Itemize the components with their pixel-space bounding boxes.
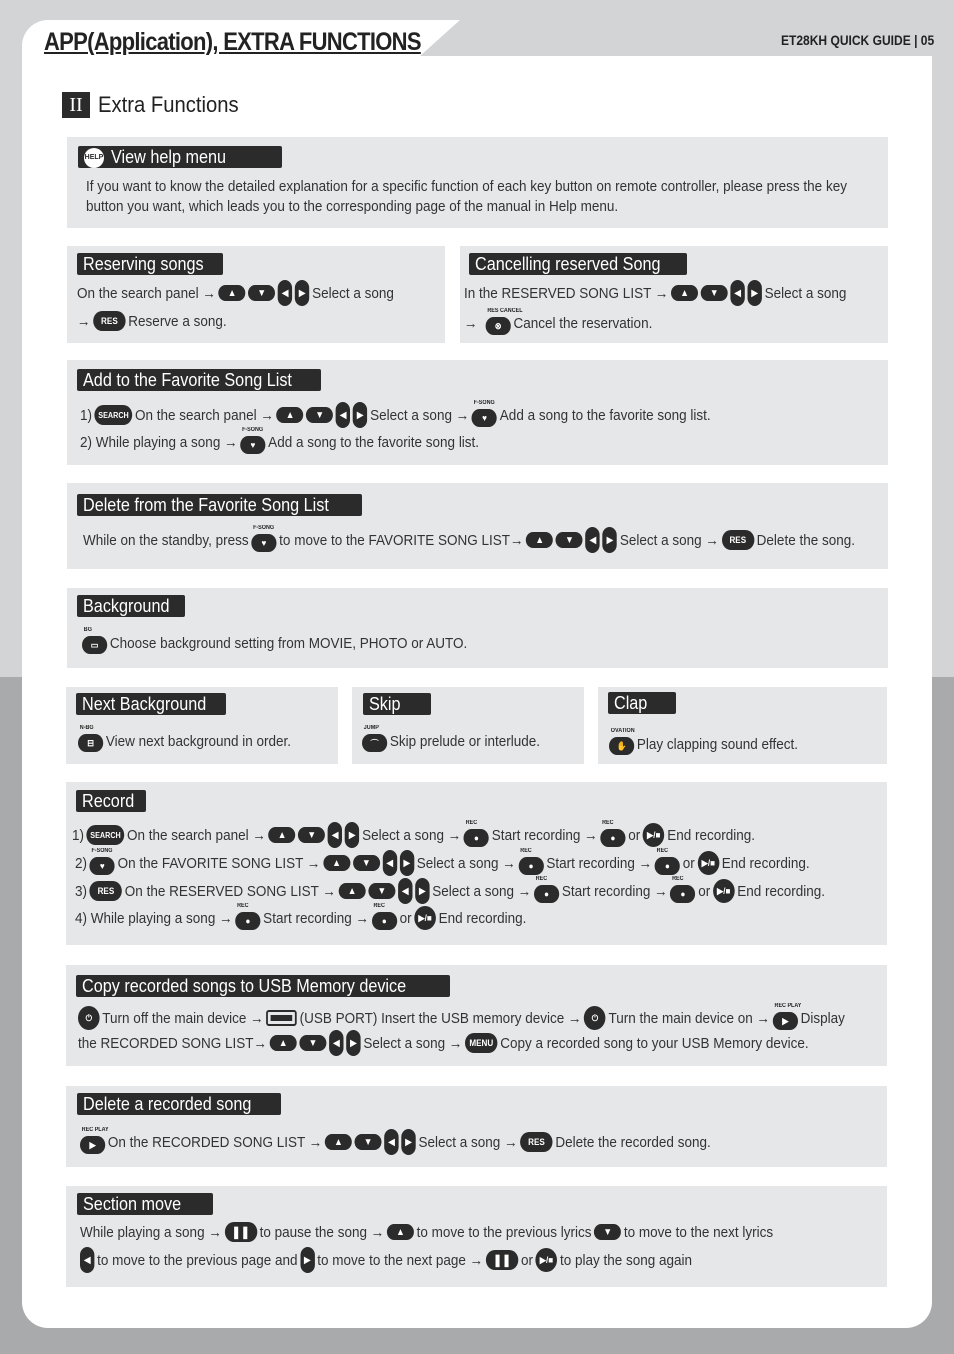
down-key-icon: ▼	[368, 883, 395, 899]
left-key-icon: ◀	[80, 1247, 94, 1273]
power-icon: ⏻	[78, 1006, 100, 1030]
up-key-icon: ▲	[671, 285, 698, 301]
play-pause-key-icon: ▶/■	[536, 1248, 558, 1272]
bg-key-icon: ▭ BG	[82, 636, 107, 654]
usb-port-icon	[266, 1010, 297, 1026]
cancel-header: Cancelling reserved Song	[469, 253, 687, 275]
f-song-key-icon: ♥ F-SONG	[240, 436, 265, 454]
record-line-1: 1) SEARCH On the search panel → ▲ ▼ ◀ ▶ Select a song → ● REC Start recording → ● REC or ▶/■ End recording.	[72, 822, 755, 848]
down-key-icon: ▼	[299, 1035, 326, 1051]
up-key-icon: ▲	[526, 532, 553, 548]
rec-key-icon: ● REC	[534, 885, 559, 903]
help-key-icon: HELP	[84, 148, 104, 168]
right-key-icon: ▶	[748, 280, 762, 306]
res-cancel-key-icon: ⊗ RES CANCEL	[486, 317, 511, 335]
background-header: Background	[77, 595, 185, 617]
up-key-icon: ▲	[277, 407, 304, 423]
left-key-icon: ◀	[383, 850, 397, 876]
f-song-key-icon: ♥ F-SONG	[472, 409, 497, 427]
delrec-header: Delete a recorded song	[77, 1093, 281, 1115]
down-key-icon: ▼	[355, 1134, 382, 1150]
clap-header: Clap	[608, 692, 676, 714]
help-header: HELP View help menu	[78, 146, 282, 168]
reserve-header: Reserving songs	[77, 253, 223, 275]
down-key-icon: ▼	[298, 827, 325, 843]
cancel-line-2: → ⊗ RES CANCEL Cancel the reservation.	[464, 311, 652, 335]
rec-key-icon: ● REC	[235, 912, 260, 930]
guide-label: ET28KH QUICK GUIDE | 05	[780, 32, 934, 48]
left-key-icon: ◀	[384, 1129, 398, 1155]
down-key-icon: ▼	[248, 285, 275, 301]
background-line: ▭ BG Choose background setting from MOVIE, PHOTO or AUTO.	[82, 632, 467, 654]
delfav-line: While on the standby, press ♥ F-SONG to move to the FAVORITE SONG LIST→ ▲ ▼ ◀ ▶ Select a song → RES Delete the song.	[83, 527, 855, 553]
left-key-icon: ◀	[329, 1030, 343, 1056]
record-line-4: 4) While playing a song → ● REC Start recording → ● REC or ▶/■ End recording.	[75, 906, 526, 930]
rec-play-key-icon: ▶ REC PLAY	[773, 1012, 798, 1030]
rec-key-icon: ● REC	[600, 829, 625, 847]
left-key-icon: ◀	[730, 280, 744, 306]
pause-key-icon: ❚❚	[225, 1222, 257, 1242]
jump-key-icon: ⌒ JUMP	[362, 734, 387, 752]
skip-header: Skip	[363, 693, 431, 715]
rec-key-icon: ● REC	[655, 857, 680, 875]
f-song-key-icon: ♥ F-SONG	[251, 534, 276, 552]
right-key-icon: ▶	[353, 402, 367, 428]
left-key-icon: ◀	[328, 822, 342, 848]
up-key-icon: ▲	[269, 827, 296, 843]
nextbg-line: ⊟ N-BG View next background in order.	[78, 730, 291, 752]
left-key-icon: ◀	[336, 402, 350, 428]
play-pause-key-icon: ▶/■	[713, 879, 735, 903]
clap-line: ✋ OVATION Play clapping sound effect.	[609, 733, 798, 755]
pause-key-icon: ❚❚	[486, 1250, 518, 1270]
help-text-1: If you want to know the detailed explanation for a specific function of each key button on remote controller, please press the key	[86, 178, 847, 195]
secmove-line-2: ◀ to move to the previous page and ▶ to move to the next page → ❚❚ or ▶/■ to play the song again	[80, 1247, 692, 1273]
delfav-header: Delete from the Favorite Song List	[77, 494, 362, 516]
rec-key-icon: ● REC	[464, 829, 489, 847]
right-key-icon: ▶	[400, 850, 414, 876]
rec-key-icon: ● REC	[518, 857, 543, 875]
next-bg-key-icon: ⊟ N-BG	[78, 734, 103, 752]
rec-key-icon: ● REC	[372, 912, 397, 930]
res-key-icon: RES	[93, 311, 125, 331]
up-key-icon: ▲	[325, 1134, 352, 1150]
right-key-icon: ▶	[295, 280, 309, 306]
down-key-icon: ▼	[306, 407, 333, 423]
ovation-key-icon: ✋ OVATION	[609, 737, 634, 755]
res-key-icon: RES	[90, 881, 122, 901]
down-key-icon: ▼	[701, 285, 728, 301]
delrec-line: ▶ REC PLAY On the RECORDED SONG LIST → ▲ ▼ ◀ ▶ Select a song → RES Delete the recorded song.	[80, 1129, 711, 1155]
copy-line-1: ⏻ Turn off the main device → (USB PORT) Insert the USB memory device → ⏻ Turn the main device on → ▶ REC PLAY Display	[78, 1006, 845, 1030]
right-key-icon: ▶	[300, 1247, 314, 1273]
nextbg-header: Next Background	[76, 693, 226, 715]
favorite-line-1: 1) SEARCH On the search panel → ▲ ▼ ◀ ▶ Select a song → ♥ F-SONG Add a song to the favorite song list.	[80, 402, 711, 428]
left-key-icon: ◀	[278, 280, 292, 306]
up-key-icon: ▲	[219, 285, 246, 301]
favorite-line-2: 2) While playing a song → ♥ F-SONG Add a song to the favorite song list.	[80, 430, 479, 454]
up-key-icon: ▲	[270, 1035, 297, 1051]
reserve-line-2: → RES Reserve a song.	[77, 312, 227, 330]
res-key-icon: RES	[722, 530, 754, 550]
left-key-icon: ◀	[586, 527, 600, 553]
rec-play-key-icon: ▶ REC PLAY	[80, 1136, 105, 1154]
power-icon: ⏻	[584, 1006, 606, 1030]
down-key-icon: ▼	[556, 532, 583, 548]
up-key-icon: ▲	[387, 1224, 414, 1240]
cancel-line-1: In the RESERVED SONG LIST → ▲ ▼ ◀ ▶ Select a song	[464, 280, 846, 306]
play-pause-key-icon: ▶/■	[697, 851, 719, 875]
search-key-icon: SEARCH	[95, 405, 133, 425]
background-box	[67, 588, 888, 668]
rec-key-icon: ● REC	[670, 885, 695, 903]
skip-line: ⌒ JUMP Skip prelude or interlude.	[362, 730, 540, 752]
down-key-icon: ▼	[353, 855, 380, 871]
search-key-icon: SEARCH	[87, 825, 125, 845]
record-header: Record	[76, 790, 146, 812]
right-key-icon: ▶	[415, 878, 429, 904]
help-text-2: button you want, which leads you to the corresponding page of the manual in Help menu.	[86, 198, 619, 215]
section-title: Extra Functions	[98, 92, 239, 117]
section-number: II	[62, 92, 90, 118]
copy-header: Copy recorded songs to USB Memory device	[76, 975, 450, 997]
up-key-icon: ▲	[323, 855, 350, 871]
right-key-icon: ▶	[346, 1030, 360, 1056]
res-key-icon: RES	[520, 1132, 552, 1152]
play-pause-key-icon: ▶/■	[414, 906, 436, 930]
right-key-icon: ▶	[401, 1129, 415, 1155]
left-key-icon: ◀	[398, 878, 412, 904]
secmove-line-1: While playing a song → ❚❚ to pause the song → ▲ to move to the previous lyrics ▼ to move to the next lyrics	[80, 1223, 774, 1241]
right-key-icon: ▶	[603, 527, 617, 553]
record-line-3: 3) RES On the RESERVED SONG LIST → ▲ ▼ ◀ ▶ Select a song → ● REC Start recording → ● REC or ▶/■ End recording.	[75, 878, 825, 904]
favorite-header: Add to the Favorite Song List	[77, 369, 321, 391]
f-song-key-icon: ♥ F-SONG	[90, 857, 115, 875]
menu-key-icon: MENU	[465, 1033, 497, 1053]
copy-line-2: the RECORDED SONG LIST→ ▲ ▼ ◀ ▶ Select a song → MENU Copy a recorded song to your USB Memory device.	[78, 1030, 809, 1056]
right-key-icon: ▶	[345, 822, 359, 848]
page-title: APP(Application), EXTRA FUNCTIONS	[44, 28, 421, 56]
record-line-2: 2) ♥ F-SONG On the FAVORITE SONG LIST → ▲ ▼ ◀ ▶ Select a song → ● REC Start recording → ● REC or ▶/■ End recording.	[75, 850, 810, 876]
secmove-header: Section move	[77, 1193, 213, 1215]
play-pause-key-icon: ▶/■	[643, 823, 665, 847]
down-key-icon: ▼	[594, 1224, 621, 1240]
up-key-icon: ▲	[339, 883, 366, 899]
reserve-line-1: On the search panel → ▲ ▼ ◀ ▶ Select a song	[77, 280, 394, 306]
